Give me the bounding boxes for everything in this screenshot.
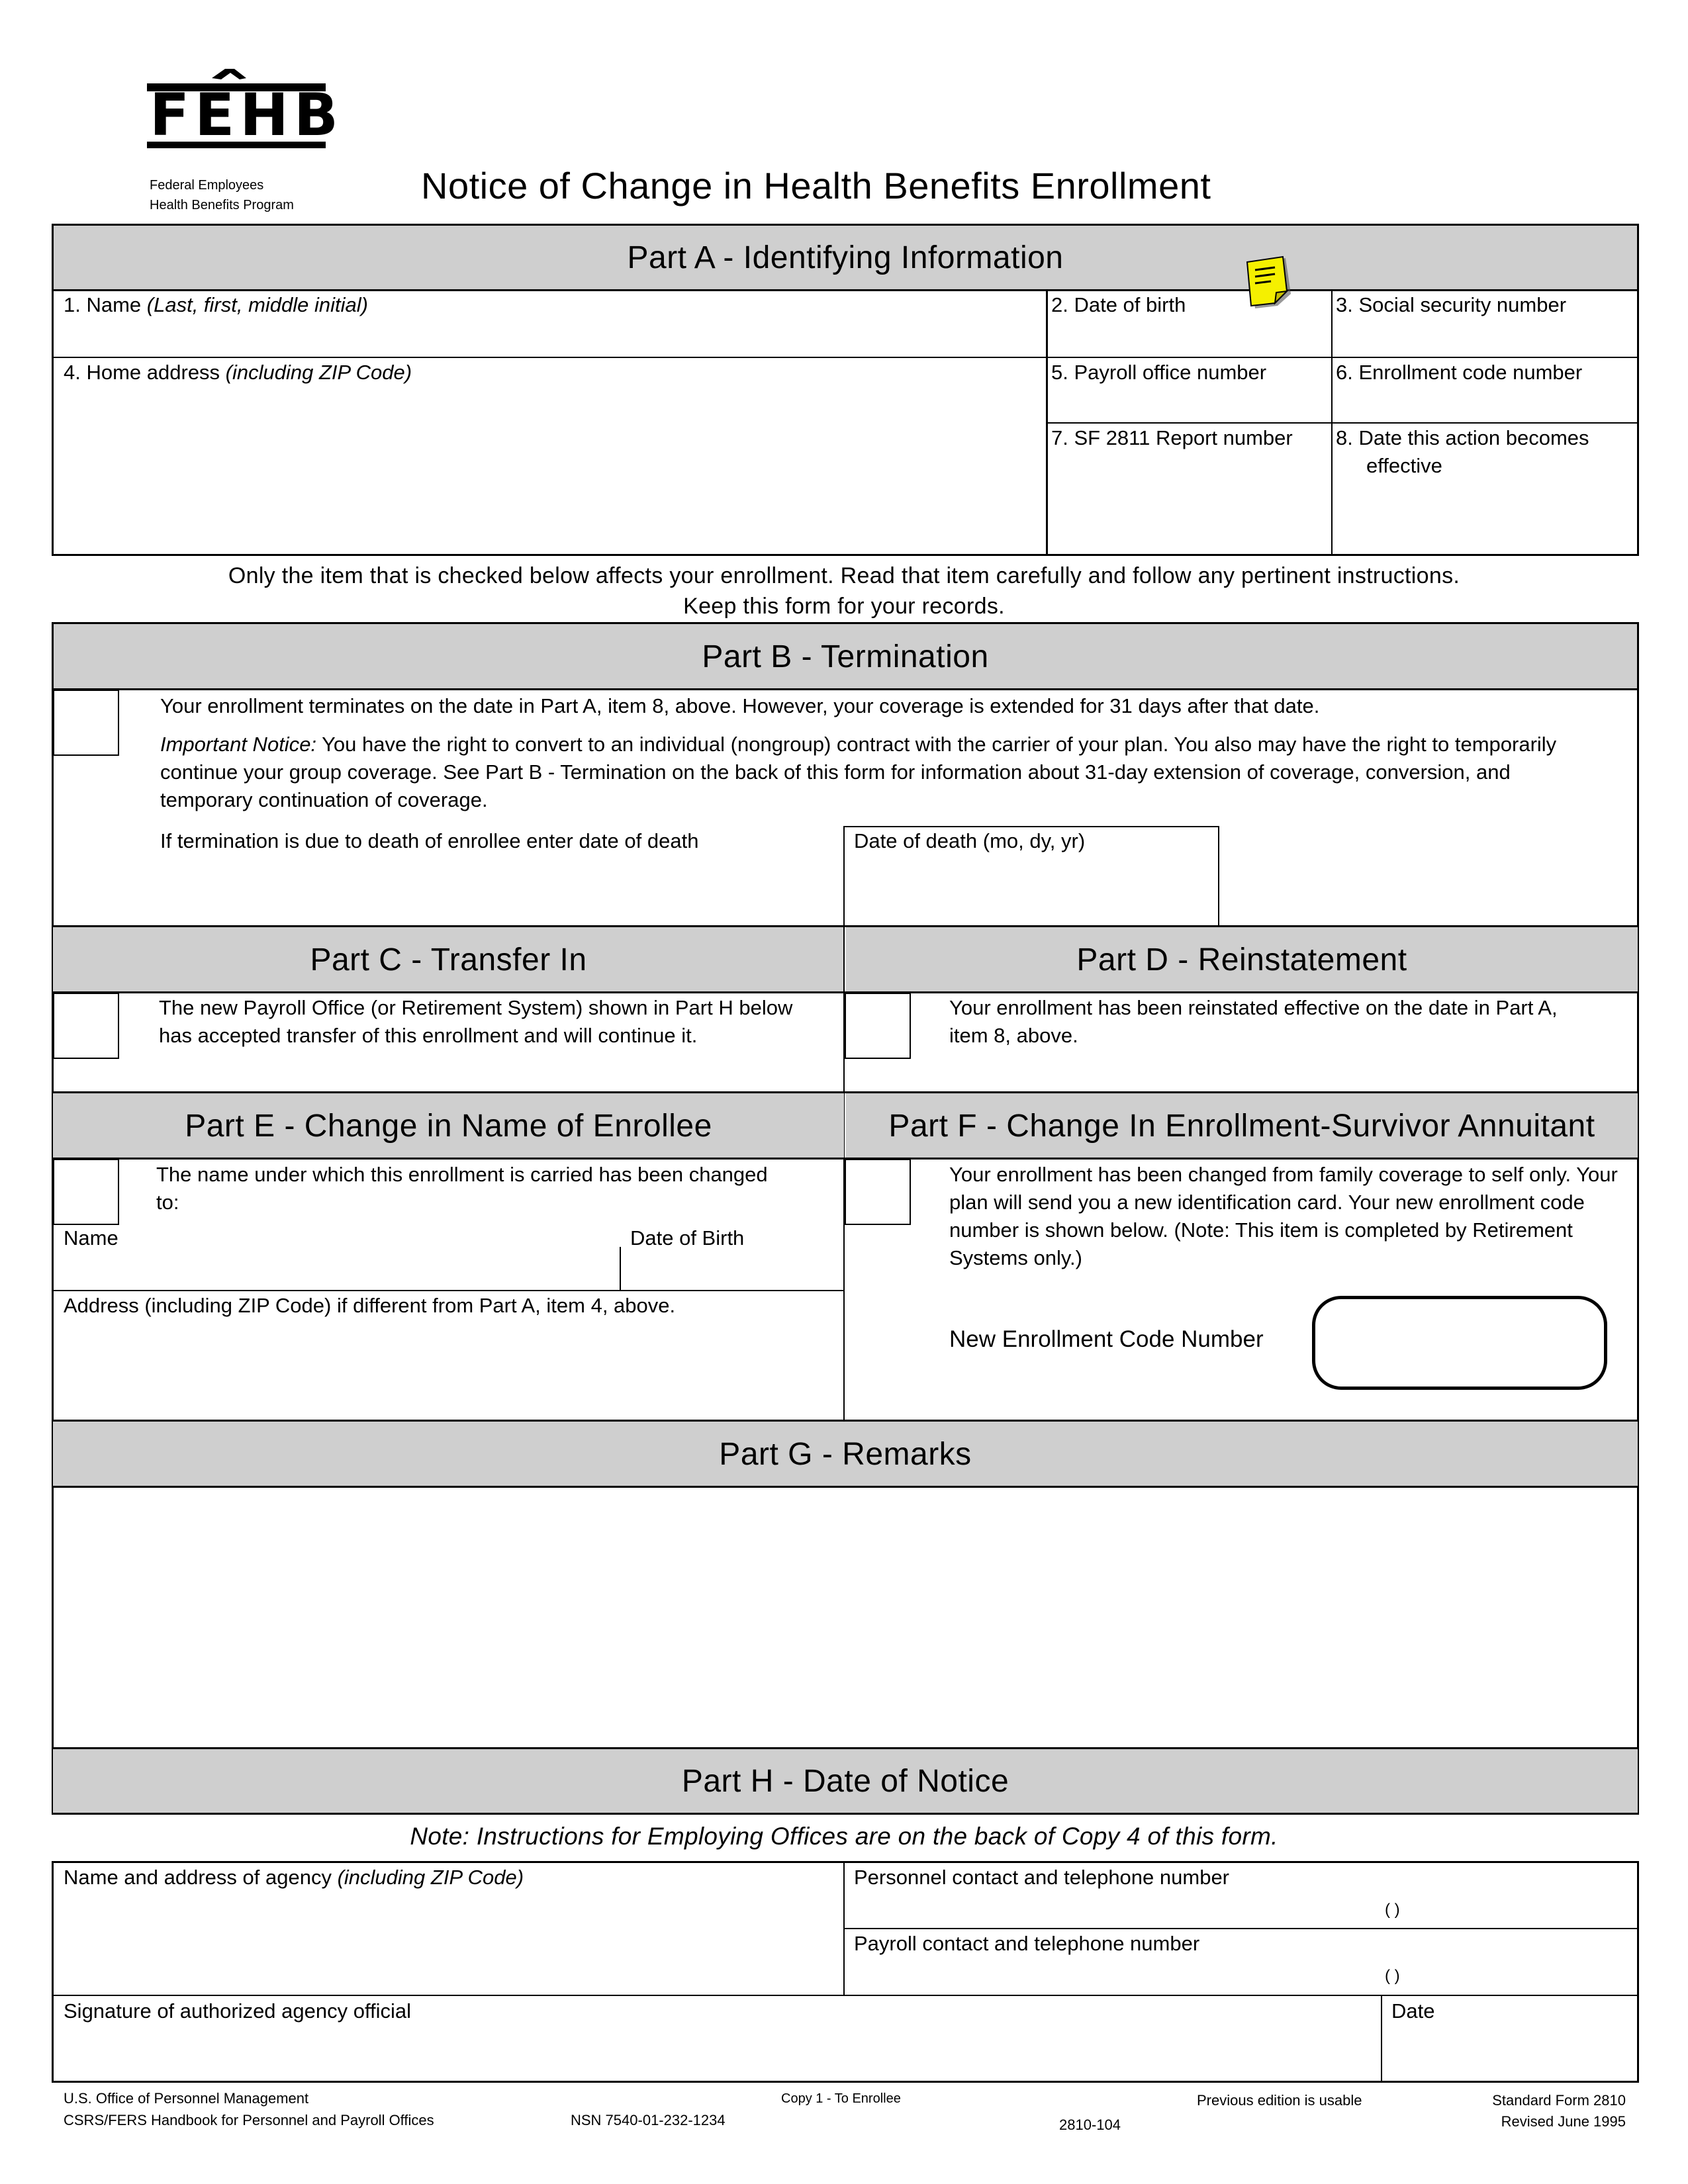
new-enrollment-code-label: New Enrollment Code Number	[949, 1326, 1264, 1352]
part-e-text: The name under which this enrollment is carried has been changed to:	[156, 1163, 768, 1214]
part-c-checkbox[interactable]	[53, 993, 119, 1059]
part-d-text: Your enrollment has been reinstated effective on the date in Part A, item 8, above.	[949, 996, 1558, 1047]
enrollment-code-label: 6. Enrollment code number	[1336, 361, 1583, 384]
sf2811-report-label: 7. SF 2811 Report number	[1051, 426, 1293, 449]
part-b-text: Your enrollment terminates on the date in Part A, item 8, above. However, your coverage is extended for 31 days after that date.	[160, 694, 1320, 717]
death-instruction: If termination is due to death of enrollee enter date of death	[160, 829, 699, 852]
part-e-name-label: Name	[64, 1226, 118, 1250]
page-title: Notice of Change in Health Benefits Enrollment	[421, 165, 1211, 206]
part-e-heading: Part E - Change in Name of Enrollee	[53, 1093, 844, 1158]
logo-subtitle-2: Health Benefits Program	[150, 198, 294, 212]
personnel-phone-area-code: ( )	[1385, 1901, 1400, 1919]
home-address-label: 4. Home address (including ZIP Code)	[64, 361, 412, 384]
part-e-dob-label: Date of Birth	[630, 1226, 745, 1250]
footer-nsn: NSN 7540-01-232-1234	[571, 2112, 726, 2128]
part-e-checkbox[interactable]	[53, 1159, 119, 1225]
signature-date-label: Date	[1391, 1999, 1435, 2023]
signature-label: Signature of authorized agency official	[64, 1999, 412, 2023]
effective-date-label: 8. Date this action becomes	[1336, 426, 1589, 449]
ssn-label: 3. Social security number	[1336, 293, 1567, 316]
part-d-checkbox[interactable]	[845, 993, 911, 1059]
effective-date-label-2: effective	[1366, 454, 1442, 477]
fehb-logo	[147, 64, 344, 171]
remarks-area[interactable]	[54, 1488, 1637, 1746]
part-h-heading: Part H - Date of Notice	[53, 1749, 1638, 1813]
part-h-note: Note: Instructions for Employing Offices are on the back of Copy 4 of this form.	[410, 1823, 1278, 1850]
footer-handbook: CSRS/FERS Handbook for Personnel and Payroll Offices	[64, 2112, 434, 2128]
payroll-phone-area-code: ( )	[1385, 1967, 1400, 1985]
part-a-heading: Part A - Identifying Information	[53, 225, 1638, 290]
part-c-text: The new Payroll Office (or Retirement System) shown in Part H below has accepted transfer of this enrollment and will continue it.	[159, 996, 793, 1047]
part-b-heading: Part B - Termination	[53, 624, 1638, 689]
footer-revised: Revised June 1995	[1501, 2113, 1626, 2130]
payroll-contact-label: Payroll contact and telephone number	[854, 1932, 1200, 1955]
part-g-heading: Part G - Remarks	[53, 1422, 1638, 1486]
part-f-checkbox[interactable]	[845, 1159, 911, 1225]
footer-opm: U.S. Office of Personnel Management	[64, 2090, 309, 2107]
date-of-death-label: Date of death (mo, dy, yr)	[854, 829, 1086, 852]
instruction-line-2: Keep this form for your records.	[683, 594, 1005, 619]
date-of-birth-label: 2. Date of birth	[1051, 293, 1186, 316]
part-f-heading: Part F - Change In Enrollment-Survivor Annuitant	[846, 1093, 1638, 1158]
footer-copy: Copy 1 - To Enrollee	[781, 2091, 901, 2106]
new-enrollment-code-input[interactable]	[1312, 1296, 1607, 1390]
part-d-heading: Part D - Reinstatement	[846, 927, 1638, 992]
instruction-line-1: Only the item that is checked below affects your enrollment. Read that item carefully and follow any pertinent instructions.	[228, 563, 1460, 588]
part-h-table	[52, 1861, 1639, 2083]
logo-text: FEHB	[150, 81, 344, 149]
name-field-label: 1. Name (Last, first, middle initial)	[64, 293, 368, 316]
part-e-address-label: Address (including ZIP Code) if different from Part A, item 4, above.	[64, 1294, 676, 1317]
part-f-text: Your enrollment has been changed from family coverage to self only. Your plan will send you a new identification card. Your new enrollment code number is shown below. (Note: This item is completed by Retirement Systems only.)	[949, 1163, 1618, 1269]
logo-subtitle-1: Federal Employees	[150, 178, 264, 193]
agency-label: Name and address of agency (including ZIP Code)	[64, 1866, 524, 1889]
payroll-office-label: 5. Payroll office number	[1051, 361, 1267, 384]
sticky-note-icon[interactable]	[1244, 255, 1292, 311]
part-b-important-notice: Important Notice: You have the right to convert to an individual (nongroup) contract with the carrier of your plan. You also may have the right to temporarily continue your group coverage. See Part B - Termination on the back of this form for information about 31-day extension of coverage, conversion, and temporary continuation of coverage.	[160, 733, 1557, 811]
personnel-contact-label: Personnel contact and telephone number	[854, 1866, 1230, 1889]
footer-code: 2810-104	[1059, 2116, 1121, 2133]
part-c-heading: Part C - Transfer In	[53, 927, 844, 992]
footer-previous-edition: Previous edition is usable	[1197, 2092, 1362, 2109]
part-b-checkbox[interactable]	[53, 690, 119, 756]
footer-standard-form: Standard Form 2810	[1492, 2092, 1626, 2109]
